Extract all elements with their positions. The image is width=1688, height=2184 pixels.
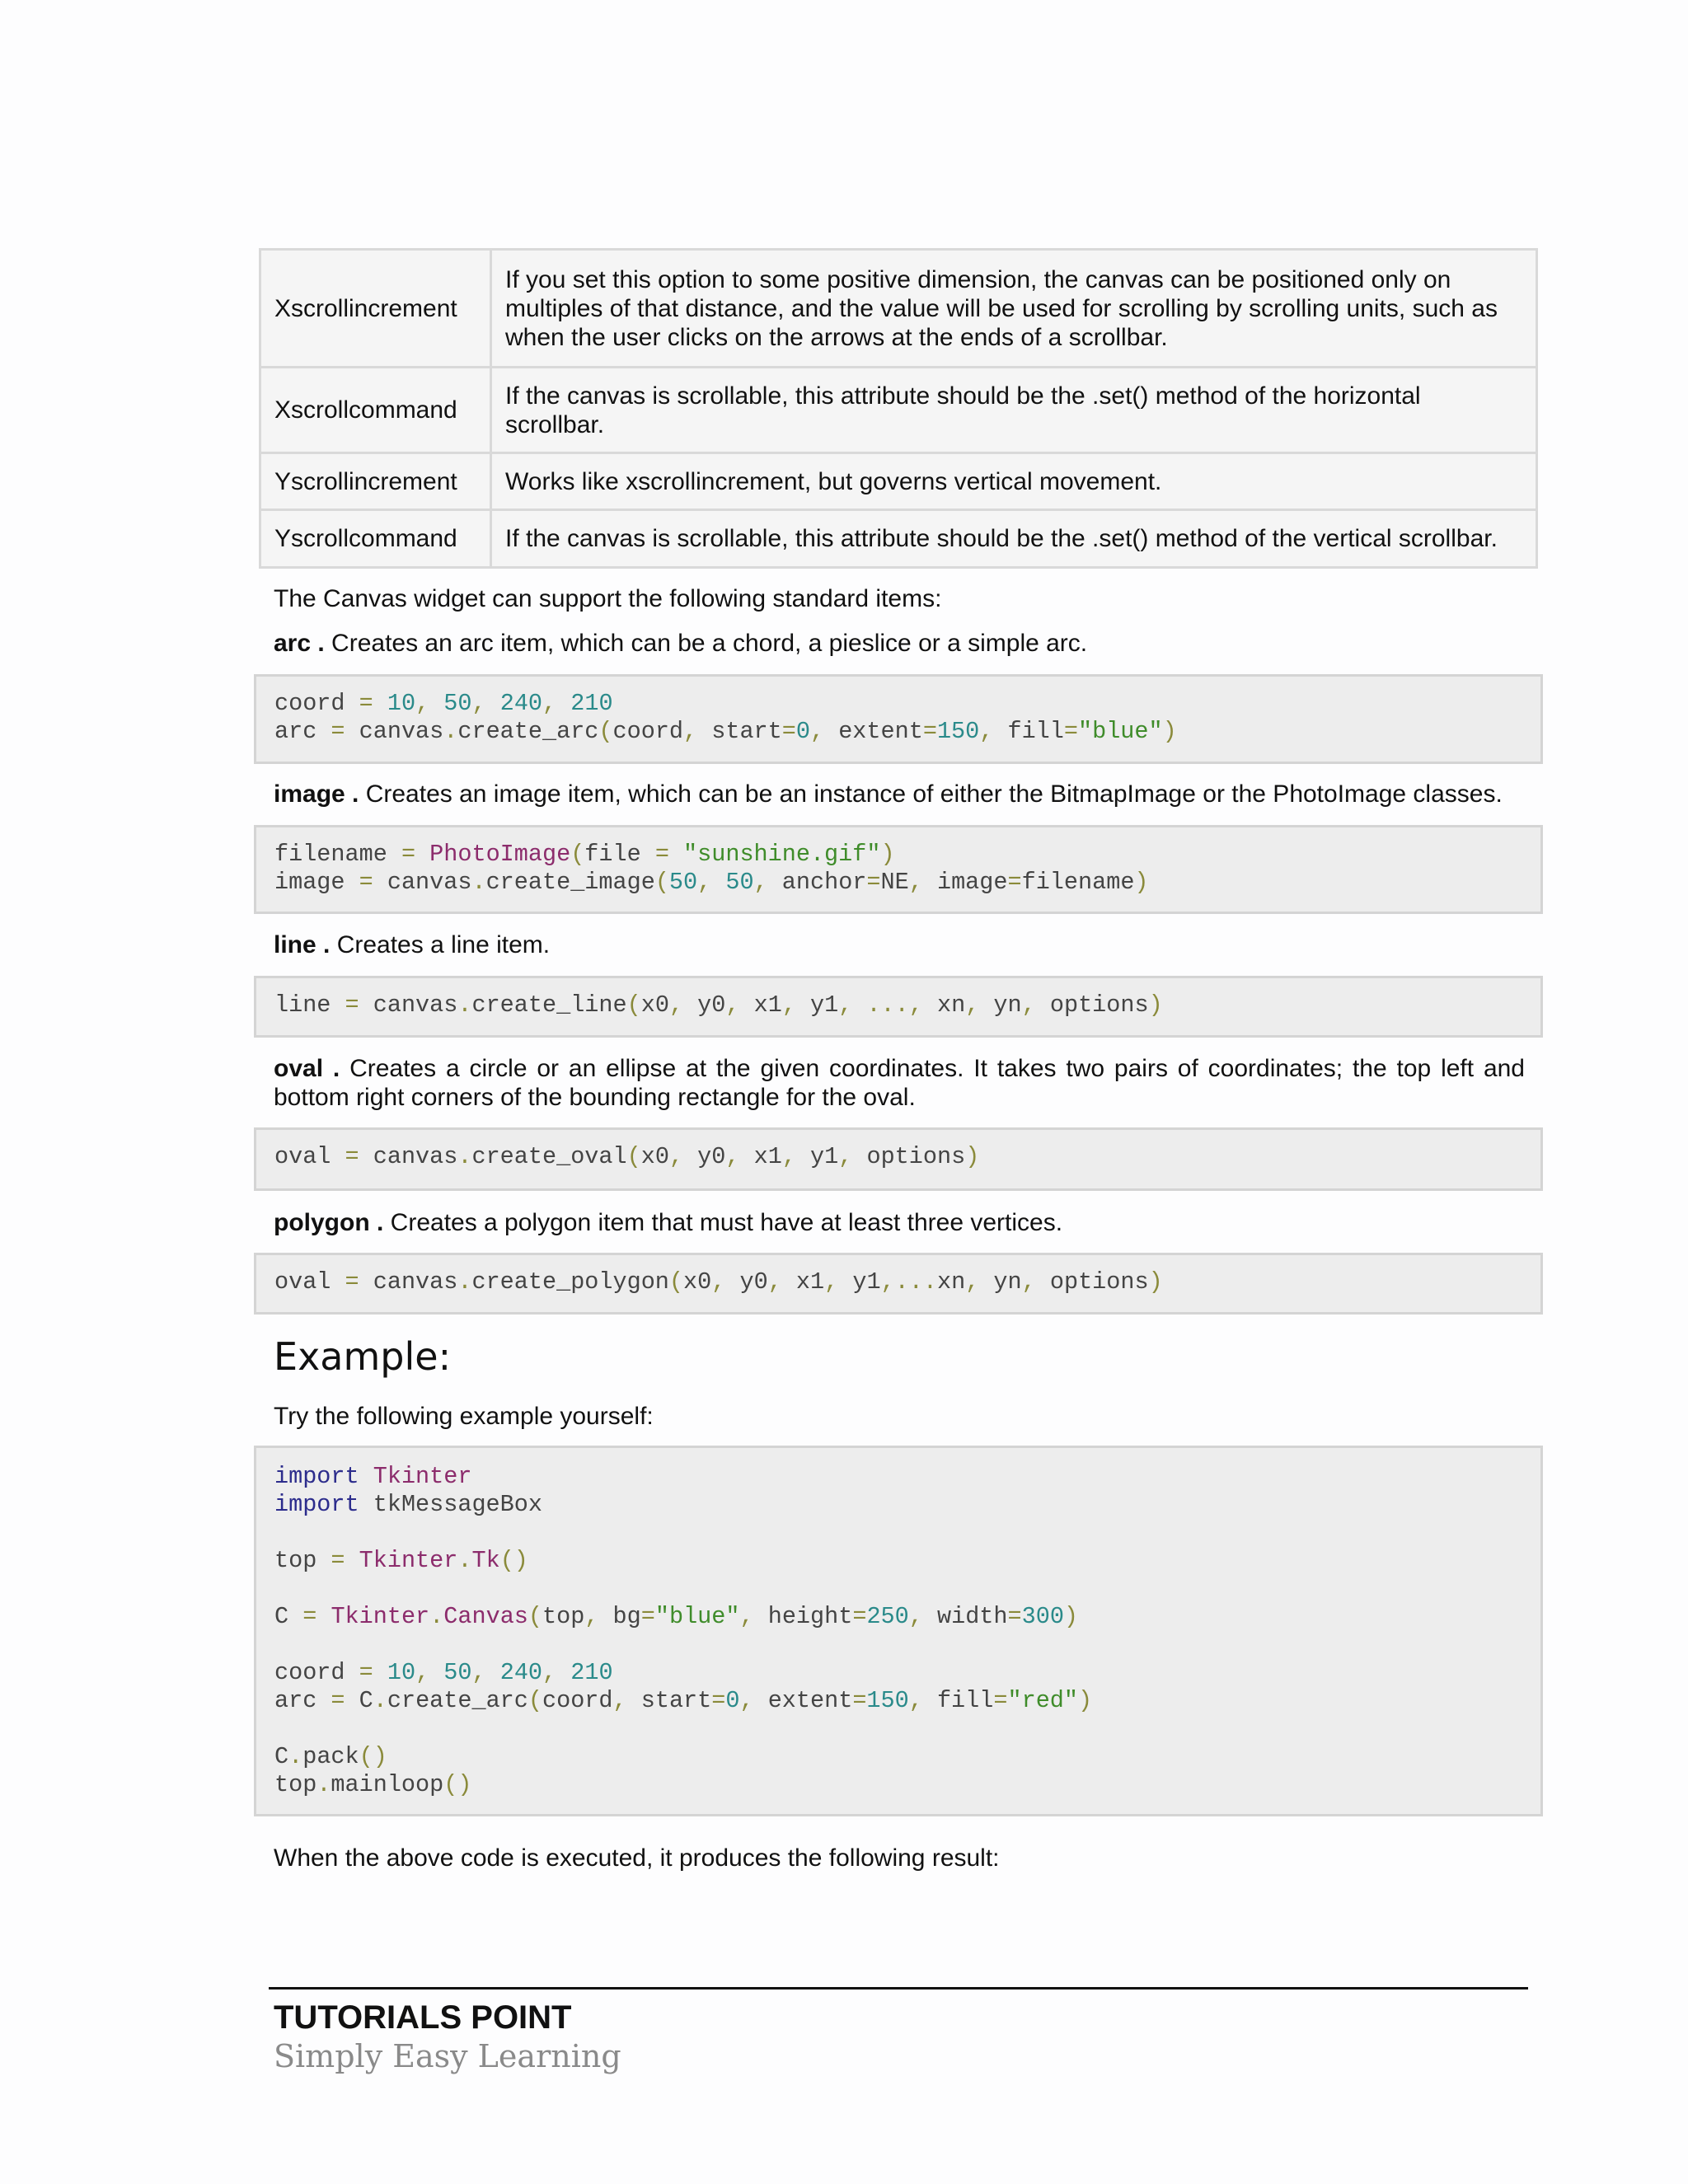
code-token: x1 xyxy=(753,991,782,1019)
code-token: options xyxy=(1049,991,1149,1019)
code-token: ) xyxy=(880,841,895,868)
code-token: top xyxy=(542,1603,585,1630)
code-token: anchor xyxy=(781,869,867,896)
code-token: = xyxy=(331,1687,359,1714)
code-token: ( xyxy=(570,841,585,868)
code-token: extent xyxy=(838,718,923,745)
code-token: ( xyxy=(626,991,641,1019)
definition: Creates a polygon item that must have at least three vertices. xyxy=(383,1209,1063,1236)
definition: Creates an arc item, which can be a chord, a pieslice or a simple arc. xyxy=(324,630,1088,657)
code-token: image xyxy=(274,869,359,896)
code-token: oval xyxy=(274,1268,345,1296)
code-token: . xyxy=(457,991,472,1019)
definition: Creates a line item. xyxy=(330,931,551,958)
code-token: import xyxy=(274,1491,373,1518)
code-token: . xyxy=(457,1547,472,1574)
code-token: ) xyxy=(965,1143,980,1170)
code-token: create_polygon xyxy=(471,1268,669,1296)
code-token: = xyxy=(654,841,684,868)
code-token: PhotoImage xyxy=(429,841,571,868)
code-token: = xyxy=(401,841,430,868)
code-token: xn xyxy=(936,991,966,1019)
code-token: NE xyxy=(880,869,909,896)
code-token: ( xyxy=(528,1603,543,1630)
code-token: canvas xyxy=(373,991,458,1019)
code-token: = xyxy=(1007,1603,1022,1630)
code-token: coord xyxy=(274,690,359,717)
code-token: , xyxy=(908,1687,937,1714)
code-token: top xyxy=(274,1771,317,1798)
code-token: "red" xyxy=(1007,1687,1078,1714)
code-token: , xyxy=(781,991,811,1019)
code-token: , xyxy=(767,1268,796,1296)
code-token: Tkinter xyxy=(359,1547,458,1574)
code-token: , xyxy=(979,718,1008,745)
code-line xyxy=(274,869,1149,896)
term: oval . xyxy=(274,1055,340,1082)
code-token: = xyxy=(640,1603,655,1630)
code-token: 240 xyxy=(499,690,543,717)
code-token: 0 xyxy=(725,1687,740,1714)
code-token: 10 xyxy=(387,690,416,717)
code-token: = xyxy=(993,1687,1008,1714)
footer-brand: TUTORIALS POINT xyxy=(274,1999,572,2036)
code-token: width xyxy=(936,1603,1008,1630)
code-token: , xyxy=(697,869,726,896)
code-token: create_oval xyxy=(471,1143,627,1170)
code-token: C xyxy=(274,1603,303,1630)
code-line xyxy=(274,1659,613,1686)
code-token: 210 xyxy=(570,1659,613,1686)
code-token: ( xyxy=(528,1687,542,1714)
code-token: , xyxy=(965,1268,994,1296)
result-text: When the above code is executed, it produces the following result: xyxy=(274,1844,1000,1872)
code-token: = xyxy=(852,1603,867,1630)
code-line xyxy=(274,841,895,868)
example-heading: Example: xyxy=(274,1334,452,1379)
code-token: filename xyxy=(1021,869,1135,896)
code-line xyxy=(274,690,613,717)
code-token: extent xyxy=(767,1687,853,1714)
code-token: C xyxy=(274,1743,289,1770)
code-token: = xyxy=(345,1143,373,1170)
code-token: ,... xyxy=(880,1268,937,1296)
footer-tagline: Simply Easy Learning xyxy=(274,2038,621,2074)
code-token: y0 xyxy=(739,1268,768,1296)
code-token: = xyxy=(359,1659,387,1686)
code-token: top xyxy=(274,1547,331,1574)
code-token: ) xyxy=(1078,1687,1093,1714)
polygon-code-block xyxy=(254,1253,1543,1315)
code-token: ( xyxy=(668,1268,684,1296)
code-line xyxy=(274,1603,1078,1630)
code-token: 210 xyxy=(570,690,613,717)
line-description xyxy=(274,930,550,959)
canvas-options-table xyxy=(259,248,1538,569)
code-token: canvas xyxy=(387,869,472,896)
code-token: , xyxy=(739,1603,768,1630)
code-token: , xyxy=(725,991,754,1019)
code-token: tkMessageBox xyxy=(373,1491,542,1518)
code-token: = xyxy=(852,1687,867,1714)
code-token: ( xyxy=(598,718,613,745)
table-row xyxy=(260,453,1537,510)
code-token: y0 xyxy=(697,1143,726,1170)
footer-divider xyxy=(269,1987,1528,1990)
code-token: . xyxy=(316,1771,331,1798)
code-token: Canvas xyxy=(443,1603,528,1630)
code-token: start xyxy=(711,718,782,745)
code-token: , xyxy=(908,869,937,896)
term: arc . xyxy=(274,630,325,657)
code-token: . xyxy=(288,1743,303,1770)
code-token: ) xyxy=(1134,869,1149,896)
code-token: import xyxy=(274,1463,373,1490)
code-token: , xyxy=(824,1268,853,1296)
polygon-description xyxy=(274,1208,1062,1237)
code-token: = xyxy=(866,869,881,896)
code-token: file xyxy=(584,841,655,868)
code-token: canvas xyxy=(373,1143,458,1170)
code-token: = xyxy=(1063,718,1078,745)
arc-description xyxy=(274,629,1087,658)
code-token: = xyxy=(1007,869,1022,896)
code-token: Tkinter xyxy=(373,1463,472,1490)
code-token: create_arc xyxy=(387,1687,528,1714)
code-token: yn xyxy=(993,1268,1022,1296)
code-line xyxy=(274,1547,528,1574)
code-token: . xyxy=(429,1603,444,1630)
code-token: Tk xyxy=(471,1547,500,1574)
example-intro: Try the following example yourself: xyxy=(274,1403,654,1430)
code-token: , xyxy=(1021,991,1050,1019)
code-token: canvas xyxy=(373,1268,458,1296)
term: line . xyxy=(274,931,331,958)
code-token: image xyxy=(936,869,1008,896)
code-token: , xyxy=(838,1143,867,1170)
code-token: , xyxy=(668,991,698,1019)
option-name: Xscrollincrement xyxy=(260,250,491,368)
code-token: , xyxy=(668,1143,698,1170)
code-token: () xyxy=(443,1771,472,1798)
code-line xyxy=(274,1771,471,1798)
code-token: . xyxy=(443,718,458,745)
code-token: = xyxy=(922,718,937,745)
definition: Creates an image item, which can be an instance of either the BitmapImage or the PhotoImage classes. xyxy=(359,780,1503,808)
code-token: x0 xyxy=(640,1143,669,1170)
code-token: ( xyxy=(626,1143,641,1170)
code-token: 50 xyxy=(725,869,754,896)
code-token: create_line xyxy=(471,991,627,1019)
code-token: , xyxy=(725,1143,754,1170)
code-token: Tkinter xyxy=(331,1603,430,1630)
code-token: C xyxy=(359,1687,373,1714)
code-token: create_image xyxy=(485,869,655,896)
image-code-block xyxy=(254,825,1543,914)
option-description: If the canvas is scrollable, this attribute should be the .set() method of the horizontal scrollbar. xyxy=(491,368,1537,453)
code-token: , xyxy=(542,690,571,717)
code-token: 50 xyxy=(668,869,698,896)
code-token: , xyxy=(809,718,839,745)
code-token: bg xyxy=(612,1603,641,1630)
code-token: , xyxy=(471,1659,500,1686)
code-token: 0 xyxy=(795,718,810,745)
code-token: , xyxy=(415,690,444,717)
code-token: 150 xyxy=(866,1687,909,1714)
code-token: = xyxy=(359,690,387,717)
code-token: = xyxy=(345,991,373,1019)
code-token: () xyxy=(499,1547,528,1574)
code-token: . xyxy=(457,1268,472,1296)
code-token: , xyxy=(542,1659,571,1686)
code-token: , xyxy=(683,718,712,745)
option-description: If you set this option to some positive dimension, the canvas can be positioned only on multiples of that distance, and the value will be used for scrolling by scrolling units, such as when the user clicks on the arrows at the ends of a scrollbar. xyxy=(491,250,1537,368)
code-token: 10 xyxy=(387,1659,416,1686)
code-token: . xyxy=(373,1687,387,1714)
code-token: = xyxy=(331,1547,359,1574)
code-token: filename xyxy=(274,841,401,868)
code-token: create_arc xyxy=(457,718,599,745)
code-token: pack xyxy=(302,1743,359,1770)
code-token: , xyxy=(739,1687,768,1714)
code-token: arc xyxy=(274,1687,331,1714)
line-code-block xyxy=(254,976,1543,1038)
code-token: "sunshine.gif" xyxy=(683,841,881,868)
code-token: x1 xyxy=(795,1268,825,1296)
table-row xyxy=(260,368,1537,453)
code-token: = xyxy=(302,1603,331,1630)
code-token: line xyxy=(274,991,345,1019)
code-line xyxy=(274,718,1177,745)
code-token: start xyxy=(640,1687,712,1714)
code-token: coord xyxy=(542,1687,613,1714)
code-token: , xyxy=(415,1659,444,1686)
term: polygon . xyxy=(274,1209,384,1236)
code-token: ) xyxy=(1162,718,1177,745)
code-token: . xyxy=(471,869,486,896)
code-token: y1 xyxy=(810,991,839,1019)
code-token: 240 xyxy=(499,1659,543,1686)
code-token: 250 xyxy=(866,1603,909,1630)
code-token: fill xyxy=(1007,718,1064,745)
code-token: 150 xyxy=(936,718,980,745)
code-token: fill xyxy=(936,1687,994,1714)
code-line xyxy=(274,1463,471,1490)
code-line xyxy=(274,1743,387,1770)
code-token: , xyxy=(965,991,994,1019)
option-name: Xscrollcommand xyxy=(260,368,491,453)
code-line xyxy=(274,1268,1163,1296)
definition: Creates a circle or an ellipse at the given coordinates. It takes two pairs of coordinates; the top left and bottom right corners of the bounding rectangle for the oval. xyxy=(274,1055,1525,1111)
code-token: 300 xyxy=(1021,1603,1064,1630)
code-token: y1 xyxy=(852,1268,881,1296)
term: image . xyxy=(274,780,359,808)
code-token: xn xyxy=(936,1268,966,1296)
example-code-block xyxy=(254,1446,1543,1816)
code-line xyxy=(274,991,1163,1019)
code-token: x0 xyxy=(683,1268,712,1296)
code-token: , xyxy=(471,690,500,717)
code-token: mainloop xyxy=(331,1771,444,1798)
option-name: Yscrollcommand xyxy=(260,510,491,568)
code-token: ) xyxy=(1148,1268,1163,1296)
code-line xyxy=(274,1491,542,1518)
code-token: = xyxy=(781,718,796,745)
oval-code-block xyxy=(254,1127,1543,1191)
code-token: yn xyxy=(993,991,1022,1019)
code-token: = xyxy=(331,718,359,745)
code-token: options xyxy=(1049,1268,1149,1296)
code-token: x1 xyxy=(753,1143,782,1170)
code-token: , xyxy=(908,1603,937,1630)
option-description: If the canvas is scrollable, this attribute should be the .set() method of the vertical scrollbar. xyxy=(491,510,1537,568)
option-description: Works like xscrollincrement, but governs vertical movement. xyxy=(491,453,1537,510)
code-token: height xyxy=(767,1603,853,1630)
code-token: , xyxy=(612,1687,641,1714)
code-token: x0 xyxy=(640,991,669,1019)
code-token: ) xyxy=(1148,991,1163,1019)
table-row xyxy=(260,510,1537,568)
code-token: = xyxy=(359,869,387,896)
items-intro: The Canvas widget can support the following standard items: xyxy=(274,585,942,612)
code-token: , ..., xyxy=(838,991,937,1019)
code-token: = xyxy=(345,1268,373,1296)
code-token: 50 xyxy=(443,1659,472,1686)
image-description xyxy=(274,780,1503,808)
code-token: 50 xyxy=(443,690,472,717)
code-token: y0 xyxy=(697,991,726,1019)
code-token: arc xyxy=(274,718,331,745)
code-token: canvas xyxy=(359,718,444,745)
option-name: Yscrollincrement xyxy=(260,453,491,510)
code-token: , xyxy=(584,1603,613,1630)
oval-description xyxy=(274,1054,1525,1112)
code-token: options xyxy=(866,1143,966,1170)
code-token: , xyxy=(1021,1268,1050,1296)
code-token: coord xyxy=(612,718,684,745)
code-token: () xyxy=(359,1743,387,1770)
code-token: = xyxy=(711,1687,726,1714)
code-token: , xyxy=(781,1143,811,1170)
code-token: . xyxy=(457,1143,472,1170)
code-token: "blue" xyxy=(654,1603,740,1630)
table-row xyxy=(260,250,1537,368)
code-token: coord xyxy=(274,1659,359,1686)
code-line xyxy=(274,1143,979,1170)
code-token: oval xyxy=(274,1143,345,1170)
code-token: , xyxy=(711,1268,740,1296)
code-line xyxy=(274,1687,1092,1714)
arc-code-block xyxy=(254,674,1543,764)
code-token: ) xyxy=(1063,1603,1079,1630)
code-token: ( xyxy=(654,869,669,896)
code-token: "blue" xyxy=(1078,718,1163,745)
code-token: , xyxy=(753,869,782,896)
code-token: y1 xyxy=(810,1143,839,1170)
